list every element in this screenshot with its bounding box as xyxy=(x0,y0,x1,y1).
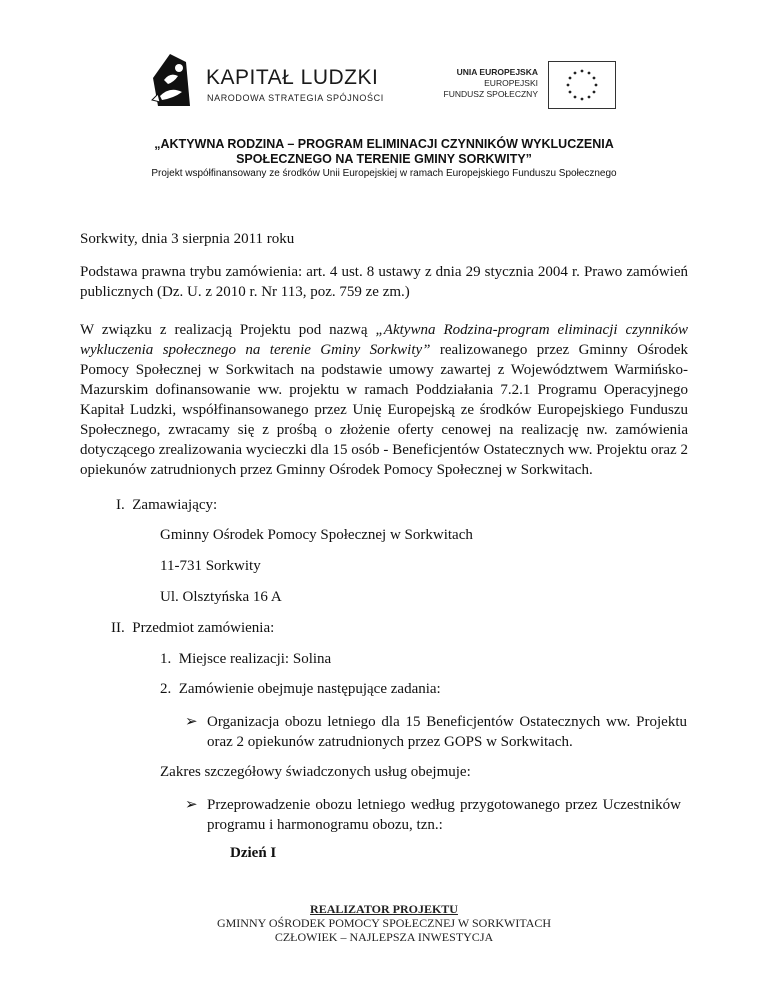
section2-heading xyxy=(111,620,274,637)
footer xyxy=(0,902,768,944)
footer-title: REALIZATOR PROJEKTU xyxy=(310,902,458,916)
footer-line2: CZŁOWIEK – NAJLEPSZA INWESTYCJA xyxy=(274,930,494,944)
eu-label xyxy=(444,67,538,100)
eu-label-line2: EUROPEJSKI xyxy=(484,78,538,88)
intro-paragraph xyxy=(80,320,688,480)
kapital-ludzki-logo xyxy=(150,50,194,108)
orderer-postal: 11-731 Sorkwity xyxy=(160,558,261,574)
item-2-text: Zamówienie obejmuje następujące zadania: xyxy=(178,681,441,697)
project-title-line1: „AKTYWNA RODZINA – PROGRAM ELIMINACJI CZYNNIKÓW WYKLUCZENIA xyxy=(154,137,614,151)
footer-line1: GMINNY OŚRODEK POMOCY SPOŁECZNEJ W SORKWITACH xyxy=(216,916,552,930)
intro-part2: realizowanego przez Gminny Ośrodek Pomocy Społecznej w Sorkwitach na podstawie umowy zawartej z Województwem Warmińsko-Mazurskim dofinansowanie ww. projektu w ramach Poddziałania 7.2.1 Programu Operacyjnego Kapitał Ludzki, współfinansowanego przez Unię Europejską ze środków Europejskiego Funduszu Społecznego, zwracamy się z prośbą o złożenie oferty cenowej na realizację nw. zamówienia dotyczącego zrealizowania wycieczki dla 15 osób - Beneficjentów Ostatecznych ww. Projektu oraz 2 opiekunów zatrudnionych przez Gminny Ośrodek Pomocy Społecznej w Sorkwitach. xyxy=(80,342,688,478)
scope-bullet-1: Przeprowadzenie obozu letniego według przygotowanego przez Uczestników programu i harmonogramu obozu, tzn.: xyxy=(207,797,681,833)
project-title xyxy=(0,137,768,167)
orderer-name: Gminny Ośrodek Pomocy Społecznej w Sorkwitach xyxy=(160,527,473,543)
section2-title: Przedmiot zamówienia: xyxy=(132,620,275,636)
item-1 xyxy=(160,651,331,668)
item-2-number: 2. xyxy=(160,681,172,697)
item-1-number: 1. xyxy=(160,651,172,667)
section1-numeral: I. xyxy=(116,497,125,513)
place-date: Sorkwity, dnia 3 sierpnia 2011 roku xyxy=(80,231,295,247)
intro-project-name: „Aktywna Rodzina-program eliminacji czynników wykluczenia społecznego na terenie Gminy Sorkwity” xyxy=(80,322,688,358)
eu-flag-icon xyxy=(548,61,616,109)
day-label: Dzień I xyxy=(230,845,277,861)
eu-label-line3: FUNDUSZ SPOŁECZNY xyxy=(443,89,538,99)
item-2 xyxy=(160,681,441,698)
logo-title: KAPITAŁ LUDZKI xyxy=(206,66,379,89)
legal-basis: Podstawa prawna trybu zamówienia: art. 4 ust. 8 ustawy z dnia 29 stycznia 2004 r. Prawo zamówień publicznych (Dz. U. z 2010 r. Nr 113, poz. 759 ze zm.) xyxy=(80,264,688,300)
eu-label-line1: UNIA EUROPEJSKA xyxy=(456,67,538,77)
cofinance-note: Projekt współfinansowany ze środków Unii Europejskiej w ramach Europejskiego Funduszu Społecznego xyxy=(151,168,617,179)
section1-title: Zamawiający: xyxy=(132,497,218,513)
kapital-ludzki-emblem-icon xyxy=(150,50,194,108)
project-title-line2: SPOŁECZNEGO NA TERENIE GMINY SORKWITY” xyxy=(236,152,532,166)
orderer-street: Ul. Olsztyńska 16 A xyxy=(160,589,282,605)
section2-numeral: II. xyxy=(111,620,125,636)
bullet-arrow-icon: ➢ xyxy=(185,797,198,813)
section1-heading xyxy=(116,497,217,514)
bullet-arrow-icon: ➢ xyxy=(185,714,198,730)
logo-subtitle: NARODOWA STRATEGIA SPÓJNOŚCI xyxy=(207,93,384,103)
scope-label: Zakres szczegółowy świadczonych usług obejmuje: xyxy=(160,764,471,780)
task-bullet-1: Organizacja obozu letniego dla 15 Beneficjentów Ostatecznych ww. Projektu oraz 2 opiekunów zatrudnionych przez GOPS w Sorkwitach. xyxy=(207,714,687,750)
intro-part1: W związku z realizacją Projektu pod nazwą xyxy=(80,322,376,338)
item-1-text: Miejsce realizacji: Solina xyxy=(178,651,332,667)
